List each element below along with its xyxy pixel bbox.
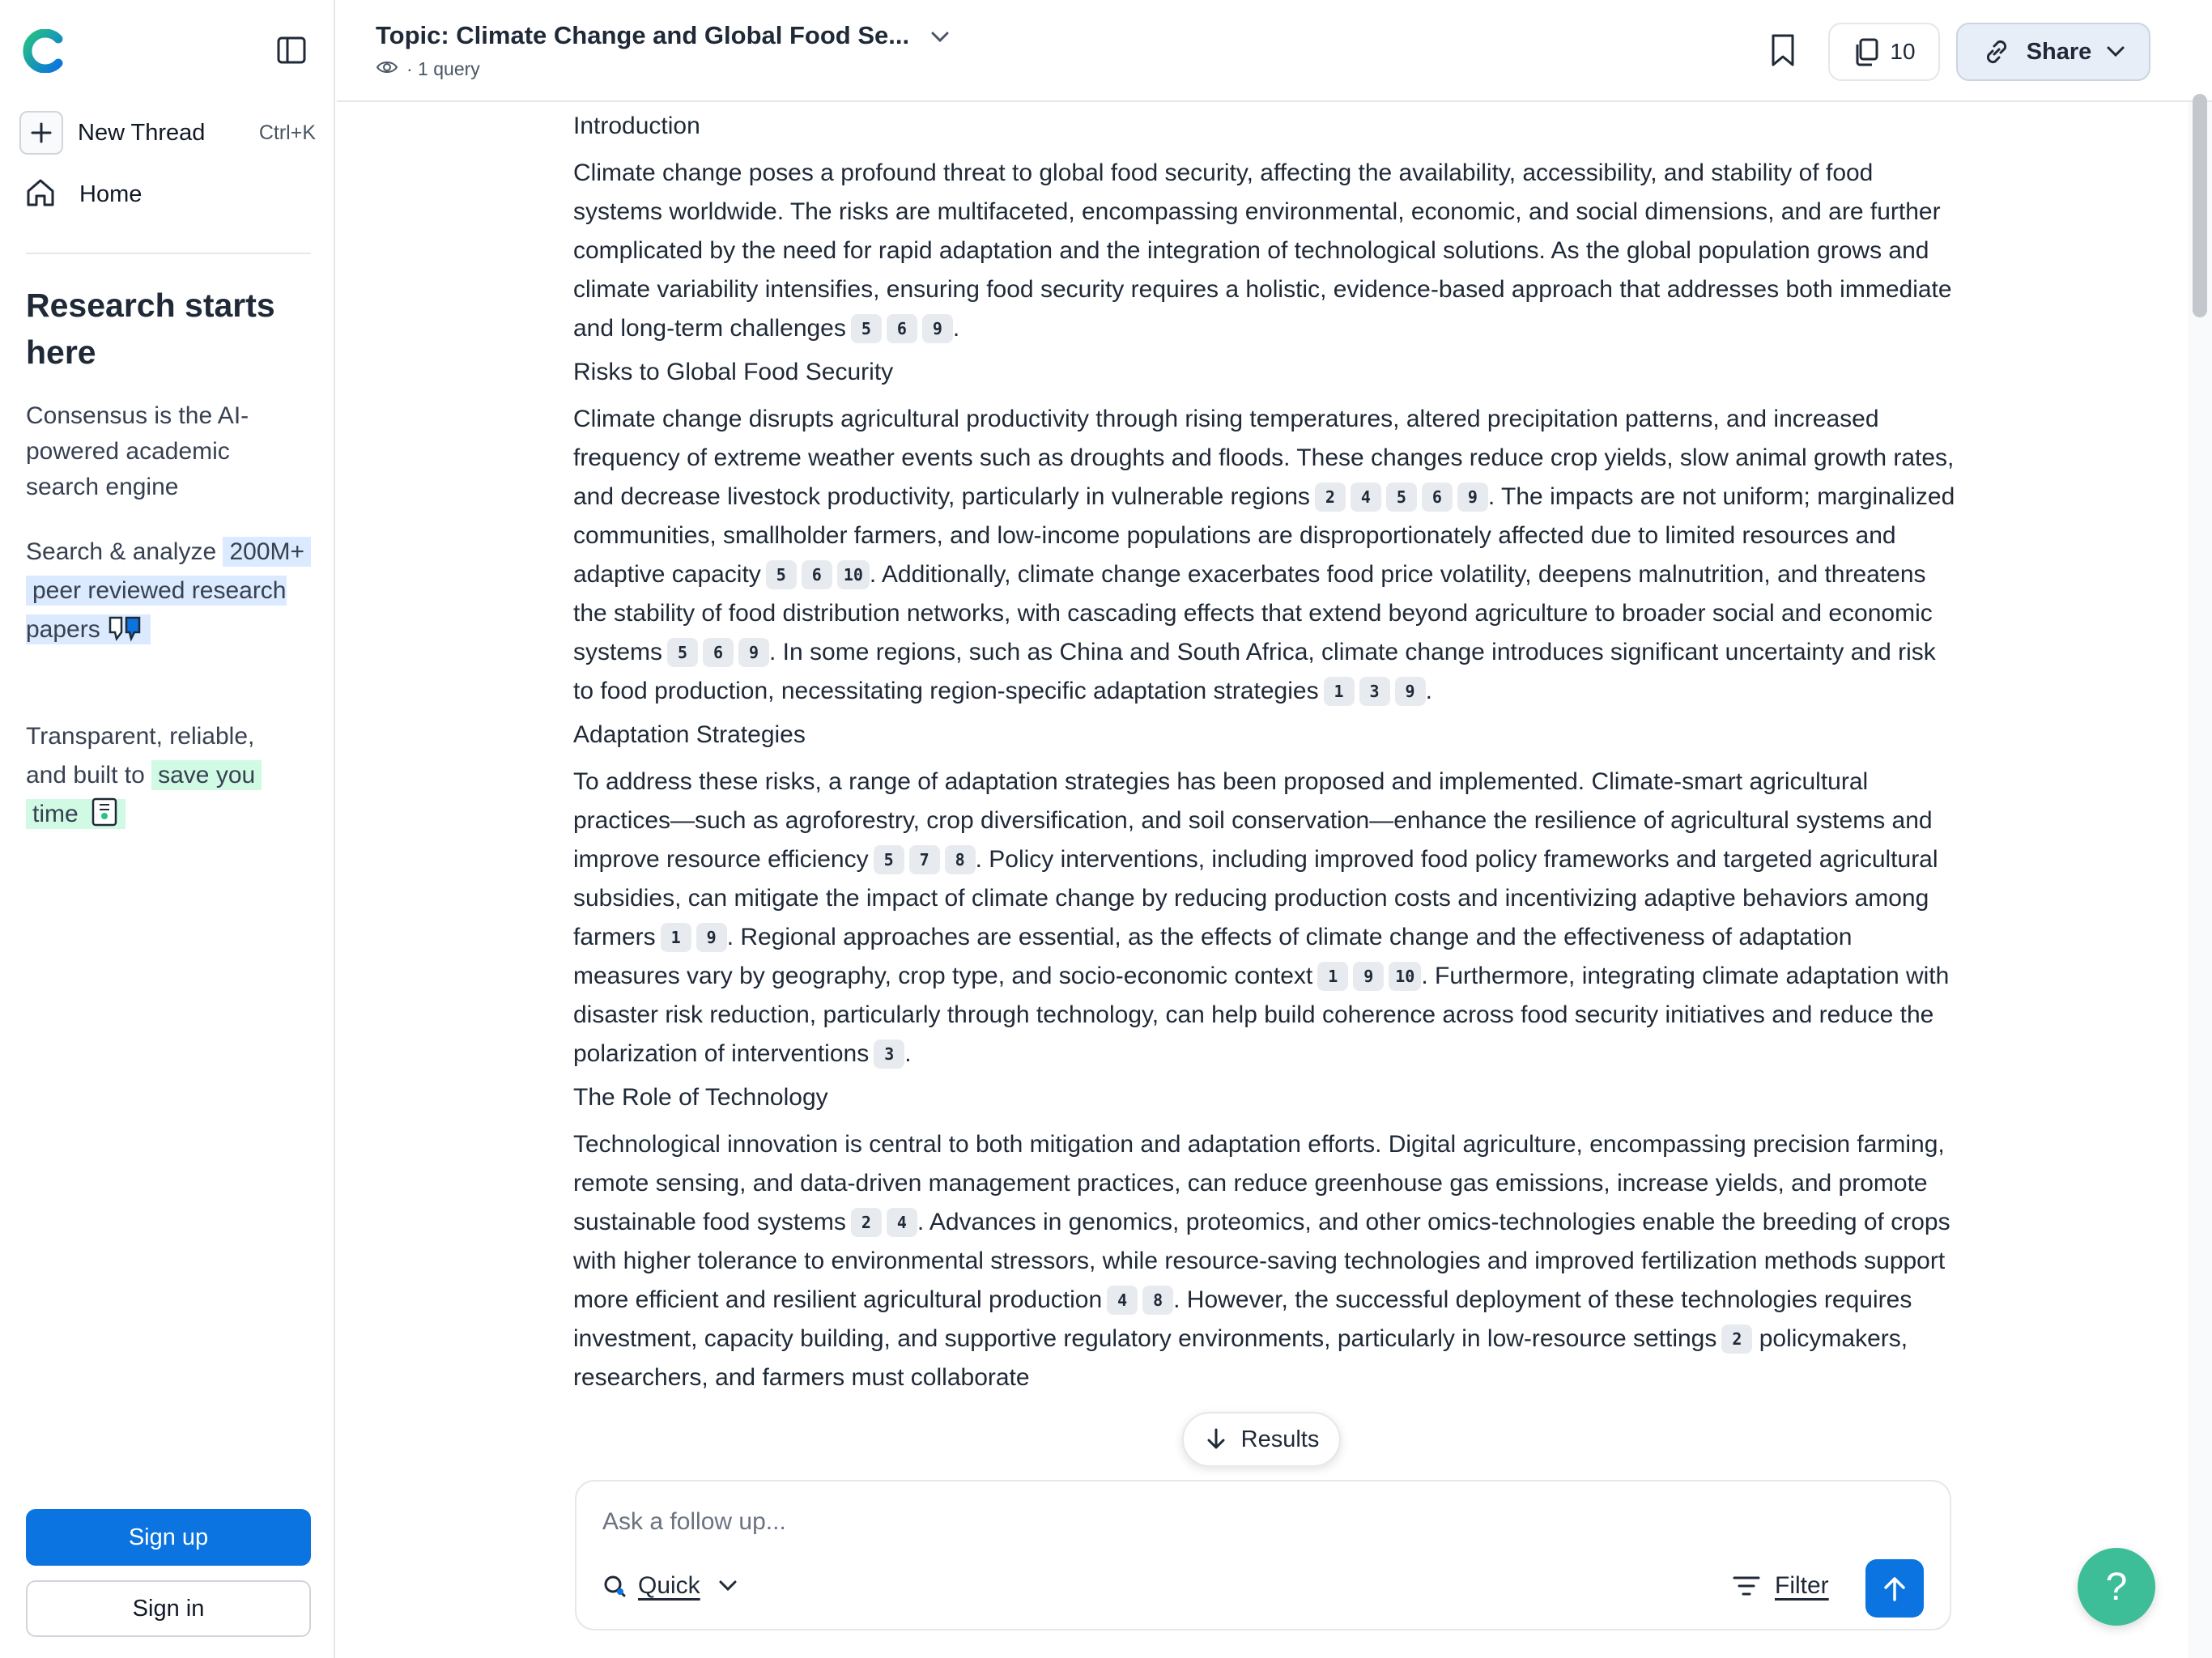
- sources-count: 10: [1890, 39, 1916, 64]
- follow-up-composer: [575, 1480, 1951, 1630]
- citation-badge[interactable]: 6: [703, 638, 734, 667]
- thread-meta: [376, 58, 480, 80]
- help-button[interactable]: ?: [2078, 1548, 2155, 1626]
- paragraph-text: . Policy interventions, including improved food policy frameworks and targeted agricultural subsidies, can mitigate the impact of climate change by reducing production costs and incentivizing adaptive behaviors among farmers: [573, 846, 1938, 950]
- share-label: Share: [2026, 38, 2092, 65]
- bookmark-icon[interactable]: [1767, 32, 1802, 71]
- paragraph-text: . Advances in genomics, proteomics, and other omics-technologies enable the breeding of crops with higher tolerance to environmental stressors, while resource-saving technologies and improved fertilization methods support more efficient and resilient agricultural production: [573, 1209, 1950, 1313]
- arrow-down-icon: [1204, 1426, 1228, 1452]
- sidebar-item-home[interactable]: [24, 176, 142, 213]
- citation-badge[interactable]: 5: [851, 314, 882, 343]
- chevron-down-icon: [2106, 45, 2125, 58]
- citation-badge[interactable]: 3: [874, 1039, 904, 1069]
- promo-time-text: [26, 717, 301, 834]
- promo-highlight-papers: [26, 576, 287, 644]
- citation-badge[interactable]: 9: [696, 923, 727, 952]
- citation-badge[interactable]: 9: [922, 314, 953, 343]
- citation-badge[interactable]: 9: [738, 638, 769, 667]
- paragraph-risks: Climate change disrupts agricultural productivity through rising temperatures, altered precipitation patterns, and increased frequency of extreme weather events such as droughts and floods. These changes reduce crop yields, slow animal growth rates, and decrease livestock productivity, particularly in vulnerable regions 2 4 5 6 9 . The impacts are not uniform; marginalized communities, smallholder farmers, and low-income populations are disproportionately affected due to limited resources and adaptive capacity 5 6 10 . Additionally, climate change exacerbates food price volatility, deepens malnutrition, and threatens the stability of food distribution networks, with cascading effects that extend beyond agriculture to broader social and economic systems 5 6 9 . In some regions, such as China and South Africa, climate change introduces significant uncertainty and risk to food production, necessitating region-specific adaptation strategies 1 3 9 .: [573, 406, 1955, 704]
- citation-badge[interactable]: 5: [667, 638, 698, 667]
- thread-title: Topic: Climate Change and Global Food Se...: [376, 21, 910, 49]
- query-count: · 1 query: [406, 58, 480, 79]
- citation-badge[interactable]: 2: [1315, 483, 1346, 512]
- citation-badge[interactable]: 10: [837, 560, 870, 589]
- chevron-down-icon: [930, 21, 950, 50]
- citation-badge[interactable]: 1: [1324, 677, 1355, 706]
- sources-count-button[interactable]: [1828, 23, 1940, 81]
- citation-badge[interactable]: 6: [802, 560, 832, 589]
- home-icon: [24, 176, 57, 213]
- citation-badge[interactable]: 5: [1386, 483, 1417, 512]
- paragraph-text: To address these risks, a range of adaptation strategies has been proposed and implemented. Climate-smart agricultural practices—such as agroforestry, crop diversification, and soil conservation—enhance the resilience of agricultural systems and improve resource efficiency: [573, 768, 1933, 873]
- promo-title: Research starts here: [26, 287, 275, 371]
- paragraph-text: . In some regions, such as China and South Africa, climate change introduces significant uncertainty and risk to food production, necessitating region-specific adaptation strategies: [573, 639, 1936, 704]
- paragraph-text: . Additionally, climate change exacerbates food price volatility, deepens malnutrition, and threatens the stability of food distribution networks, with cascading effects that extend beyond agriculture to broader social and economic systems: [573, 561, 1933, 665]
- citation-badge[interactable]: 4: [1107, 1286, 1138, 1315]
- paragraph-text: Climate change disrupts agricultural productivity through rising temperatures, altered precipitation patterns, and increased frequency of extreme weather events such as droughts and floods. These changes reduce crop yields, slow animal growth rates, and decrease livestock productivity, particularly in vulnerable regions: [573, 406, 1955, 510]
- arrow-up-icon: [1881, 1574, 1908, 1603]
- answer-content: [573, 102, 1958, 1486]
- document-icon: [90, 797, 119, 827]
- share-button[interactable]: [1956, 23, 2150, 81]
- promo-highlight-save: save you: [151, 760, 262, 790]
- results-label: Results: [1240, 1426, 1320, 1452]
- citation-badge[interactable]: 5: [766, 560, 797, 589]
- sidebar: [0, 0, 335, 1658]
- search-mode-dropdown[interactable]: [602, 1572, 738, 1600]
- citation-badge[interactable]: 2: [851, 1208, 882, 1237]
- thread-header: [337, 0, 2212, 102]
- sidebar-divider: [26, 253, 311, 254]
- section-heading: The Role of Technology: [573, 1084, 828, 1111]
- citation-badge[interactable]: 4: [887, 1208, 917, 1237]
- eye-icon: [376, 58, 398, 80]
- citation-badge[interactable]: 8: [945, 845, 976, 874]
- citation-badge[interactable]: 1: [661, 923, 691, 952]
- paragraph-text: Climate change poses a profound threat to global food security, affecting the availability, accessibility, and stability of food systems worldwide. The risks are multifaceted, encompassing environmental, economic, and social dimensions, and are further complicated by the need for rapid adaptation and the integration of technological solutions. As the global population grows and climate variability intensifies, ensuring food security requires a holistic, evidence-based approach that addresses both immediate and long-term challenges: [573, 159, 1952, 342]
- citation-badge[interactable]: 7: [909, 845, 940, 874]
- filter-button[interactable]: [1733, 1572, 1829, 1600]
- citation-badge[interactable]: 9: [1395, 677, 1426, 706]
- chevron-down-icon: [718, 1579, 738, 1592]
- citation-badge[interactable]: 10: [1389, 962, 1421, 991]
- paragraph-text: . Regional approaches are essential, as the effects of climate change and the effectiveness of adaptation measures vary by geography, crop type, and socio-economic context: [573, 924, 1853, 989]
- copy-pages-icon: [1853, 37, 1880, 66]
- promo-highlight-time-text: time: [32, 801, 79, 827]
- citation-badge[interactable]: 2: [1721, 1324, 1752, 1354]
- citation-badge[interactable]: 9: [1457, 483, 1488, 512]
- citation-badge[interactable]: 9: [1353, 962, 1384, 991]
- promo-highlight-papers-text: peer reviewed research papers: [26, 577, 287, 643]
- home-label: Home: [79, 181, 143, 207]
- paragraph-technology: [573, 1125, 1958, 1397]
- section-heading: Adaptation Strategies: [573, 721, 806, 748]
- sign-up-button[interactable]: Sign up: [26, 1509, 311, 1566]
- citation-badge[interactable]: 1: [1317, 962, 1348, 991]
- citation-badge[interactable]: 5: [874, 845, 904, 874]
- citation-badge[interactable]: 3: [1359, 677, 1390, 706]
- citation-badge[interactable]: 6: [887, 314, 917, 343]
- jump-to-results-button[interactable]: [1182, 1412, 1341, 1467]
- thread-title-dropdown[interactable]: [376, 21, 950, 50]
- follow-up-input[interactable]: [602, 1499, 1898, 1545]
- citation-badge[interactable]: 4: [1351, 483, 1381, 512]
- promo-search-prefix: Search & analyze: [26, 538, 217, 565]
- paragraph-introduction: Climate change poses a profound threat to global food security, affecting the availability, accessibility, and stability of food systems worldwide. The risks are multifaceted, encompassing environmental, economic, and social dimensions, and are further complicated by the need for rapid adaptation and the integration of technological solutions. As the global population grows and climate variability intensifies, ensuring food security requires a holistic, evidence-based approach that addresses both immediate and long-term challenges 5 6 9 .: [573, 159, 1952, 342]
- scrollbar-track[interactable]: [2188, 102, 2212, 1658]
- promo-highlight-count: 200M+: [223, 537, 311, 567]
- section-heading: Introduction: [573, 113, 700, 139]
- paragraph-text: Technological innovation is central to both mitigation and adaptation efforts. Digital agriculture, encompassing precision farming, remote sensing, and data-driven management practices, can reduce greenhouse gas emissions, increase yields, and promote sustainable food systems: [573, 1131, 1945, 1235]
- citation-badge[interactable]: 6: [1422, 483, 1453, 512]
- new-thread-shortcut: Ctrl+K: [258, 121, 316, 144]
- new-thread-label: New Thread: [78, 119, 206, 146]
- paragraph-text: . The impacts are not uniform; marginalized communities, smallholder farmers, and low-income populations are disproportionately affected due to limited resources and adaptive capacity: [573, 483, 1955, 588]
- paragraph-adaptation: To address these risks, a range of adaptation strategies has been proposed and implemented. Climate-smart agricultural practices—such as agroforestry, crop diversification, and soil conservation—enhance the resilience of agricultural systems and improve resource efficiency 5 7 8 . Policy interventions, including improved food policy frameworks and targeted agricultural subsidies, can mitigate the impact of climate change by reducing production costs and incentivizing adaptive behaviors among farmers 1 9 . Regional approaches are essential, as the effects of climate change and the effectiveness of adaptation measures vary by geography, crop type, and socio-economic context 1 9 10 . Furthermore, integrating climate adaptation with disaster risk reduction, particularly through technology, can help build coherence across food security initiatives and reduce the polarization of interventions 3 .: [573, 768, 1950, 1067]
- new-thread-button[interactable]: [19, 110, 316, 155]
- paragraph-text: . However, the successful deployment of these technologies requires investment, capacity building, and supportive regulatory environments, particularly in low-resource settings: [573, 1286, 1912, 1352]
- plus-icon: [19, 111, 63, 155]
- sign-in-button[interactable]: Sign in: [26, 1580, 311, 1637]
- search-mode-label: Quick: [638, 1572, 700, 1599]
- filter-label: Filter: [1775, 1572, 1829, 1599]
- promo-search-text: [26, 533, 317, 649]
- thumbs-icon: [107, 614, 144, 642]
- link-icon: [1981, 36, 2012, 67]
- paragraph-text: policymakers, researchers, and farmers must collaborate: [573, 1325, 1908, 1391]
- promo-highlight-time: [26, 799, 125, 829]
- section-heading: Risks to Global Food Security: [573, 359, 894, 385]
- quick-search-icon: [602, 1574, 627, 1598]
- sidebar-toggle-icon[interactable]: [275, 34, 316, 70]
- scrollbar-thumb[interactable]: [2193, 94, 2207, 317]
- paragraph-text: . Furthermore, integrating climate adaptation with disaster risk reduction, particularly through technology, can help build coherence across food security initiatives and reduce the polarization of interventions: [573, 963, 1950, 1067]
- promo-description: Consensus is the AI-powered academic search engine: [26, 402, 249, 500]
- promo-time-prefix: Transparent, reliable, and built to: [26, 723, 255, 789]
- citation-badge[interactable]: 8: [1142, 1286, 1173, 1315]
- filter-icon: [1733, 1575, 1760, 1597]
- send-button[interactable]: [1865, 1559, 1924, 1618]
- consensus-logo-icon[interactable]: [23, 29, 66, 73]
